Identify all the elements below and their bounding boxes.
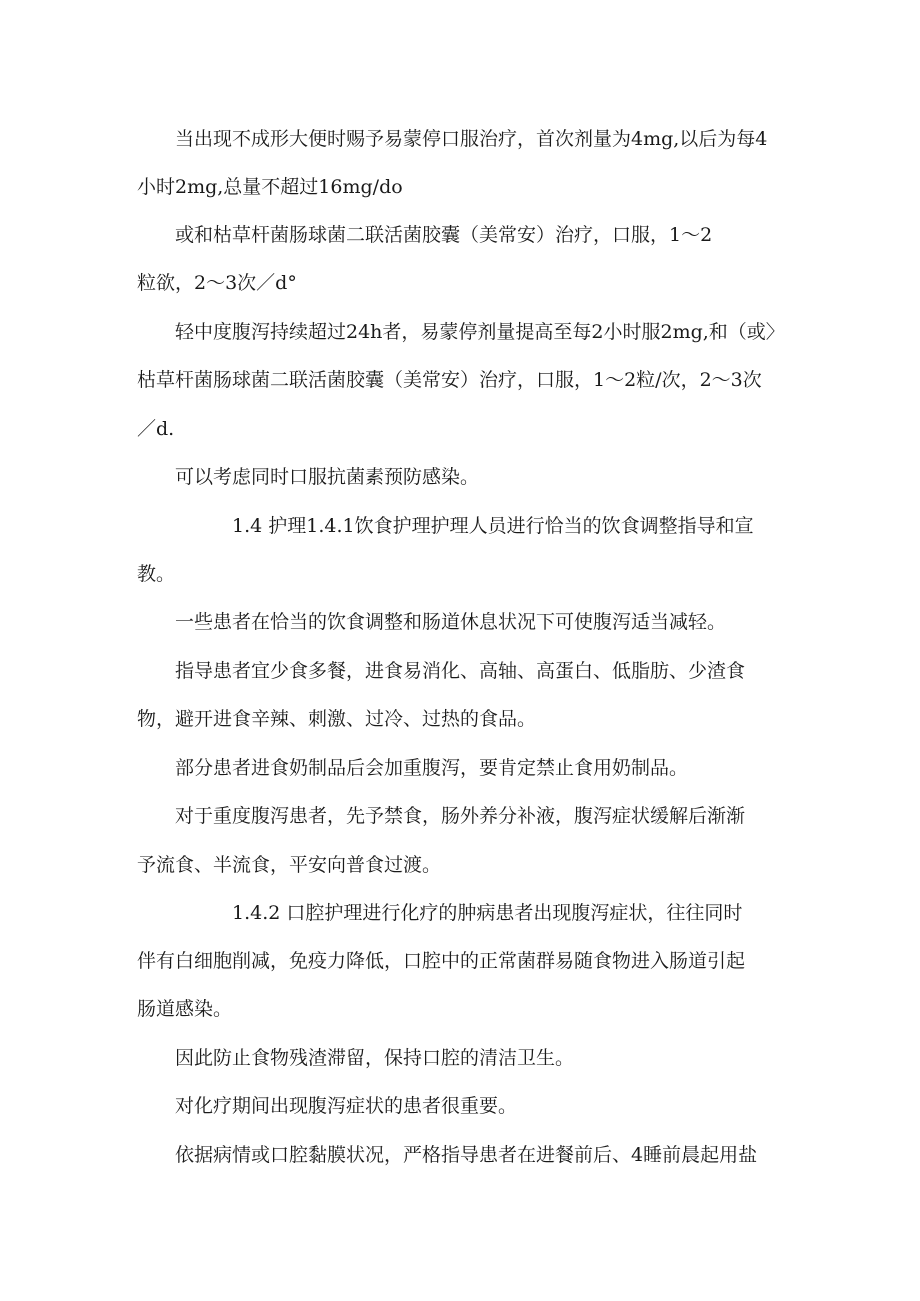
section-heading-1-4: 1.4 护理1.4.1饮食护理护理人员进行恰当的饮食调整指导和宣 bbox=[232, 515, 754, 537]
text-line-12: 指导患者宜少食多餐，进食易消化、高轴、高蛋白、低脂肪、少渣食 bbox=[175, 660, 746, 682]
text-line-3: 或和枯草杆菌肠球菌二联活菌胶囊（美常安）治疗，口服，1～2 bbox=[175, 224, 713, 246]
text-line-1: 当出现不成形大便时赐予易蒙停口服治疗，首次剂量为4mg,以后为每4 bbox=[175, 128, 768, 150]
text-line-8: 可以考虑同时口服抗菌素预防感染。 bbox=[175, 466, 480, 488]
text-line-6: 枯草杆菌肠球菌二联活菌胶囊（美常安）治疗，口服，1～2粒/次，2～3次 bbox=[137, 369, 762, 391]
text-line-16: 予流食、半流食，平安向普食过渡。 bbox=[137, 854, 442, 876]
text-line-21: 对化疗期间出现腹泻症状的患者很重要。 bbox=[175, 1095, 518, 1117]
text-line-14: 部分患者进食奶制品后会加重腹泻，要肯定禁止食用奶制品。 bbox=[175, 757, 689, 779]
section-heading-1-4-2: 1.4.2 口腔护理进行化疗的肿病患者出现腹泻症状，往往同时 bbox=[232, 902, 743, 924]
text-line-10: 教。 bbox=[137, 563, 176, 585]
text-line-22: 依据病情或口腔黏膜状况，严格指导患者在进餐前后、4睡前晨起用盐 bbox=[175, 1144, 758, 1166]
text-line-13: 物，避开进食辛辣、刺激、过冷、过热的食品。 bbox=[137, 708, 537, 730]
text-line-11: 一些患者在恰当的饮食调整和肠道休息状况下可使腹泻适当减轻。 bbox=[175, 611, 727, 633]
text-line-5: 轻中度腹泻持续超过24h者，易蒙停剂量提高至每2小时服2mg,和（或〉 bbox=[175, 321, 785, 343]
text-line-18: 伴有白细胞削减，免疫力降低，口腔中的正常菌群易随食物进入肠道引起 bbox=[137, 950, 746, 972]
text-line-7: ／d. bbox=[137, 418, 175, 440]
text-line-4: 粒欲，2～3次／d° bbox=[137, 272, 297, 294]
text-line-19: 肠道感染。 bbox=[137, 998, 233, 1020]
text-line-2: 小时2mg,总量不超过16mg/do bbox=[137, 176, 403, 198]
text-line-15: 对于重度腹泻患者，先予禁食，肠外养分补液，腹泻症状缓解后渐渐 bbox=[175, 805, 746, 827]
text-line-20: 因此防止食物残渣滞留，保持口腔的清洁卫生。 bbox=[175, 1047, 575, 1069]
